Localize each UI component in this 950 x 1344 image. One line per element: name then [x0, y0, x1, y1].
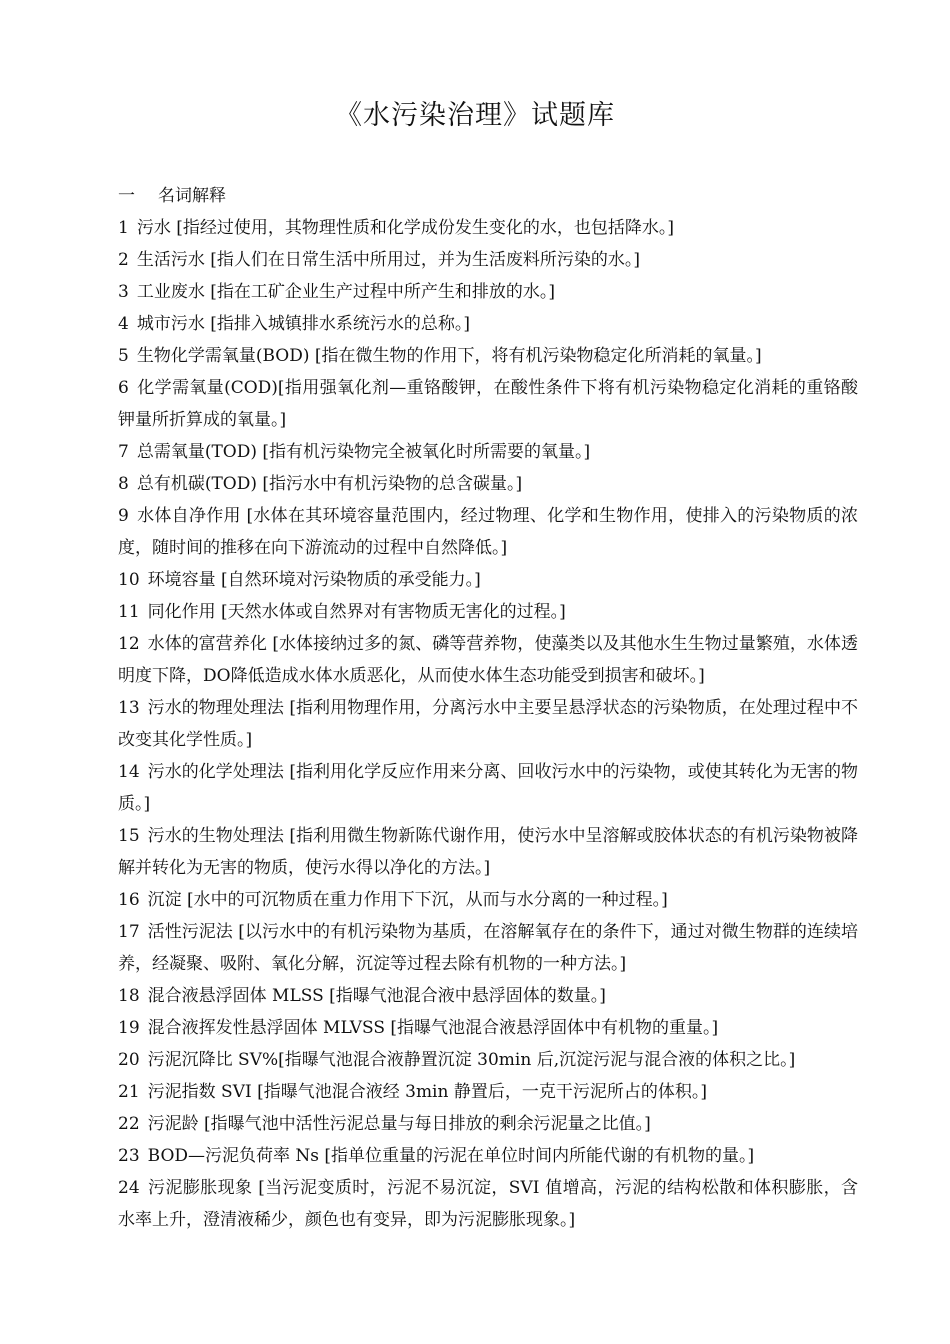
definition-entry: [118, 500, 858, 564]
definition-entry: [118, 628, 858, 692]
entry-number: 24: [118, 1178, 140, 1198]
entry-text: 混合液挥发性悬浮固体 MLVSS [指曝气池混合液悬浮固体中有机物的重量。]: [147, 1018, 719, 1038]
entry-number: 2: [118, 250, 129, 270]
definition-entry: [118, 884, 858, 916]
entry-text: 化学需氧量(COD)[指用强氧化剂—重铬酸钾，在酸性条件下将有机污染物稳定化消耗的重铬酸钾量所折算成的氧量。]: [118, 378, 858, 430]
entry-text: 污泥指数 SVI [指曝气池混合液经 3min 静置后，一克干污泥所占的体积。]: [147, 1082, 707, 1102]
entry-number: 17: [118, 922, 140, 942]
definition-entry: [118, 308, 858, 340]
definition-entry: [118, 276, 858, 308]
definition-entry: [118, 820, 858, 884]
definition-entry: [118, 436, 858, 468]
entry-number: 16: [118, 890, 140, 910]
definition-entry: [118, 372, 858, 436]
entry-number: 23: [118, 1146, 140, 1166]
entry-text: 环境容量 [自然环境对污染物质的承受能力。]: [147, 570, 481, 590]
section-heading: [118, 180, 858, 212]
entry-text: 污泥龄 [指曝气池中活性污泥总量与每日排放的剩余污泥量之比值。]: [147, 1114, 651, 1134]
entry-number: 10: [118, 570, 140, 590]
entry-text: 沉淀 [水中的可沉物质在重力作用下下沉，从而与水分离的一种过程。]: [147, 890, 668, 910]
entry-number: 13: [118, 698, 140, 718]
definition-entry: [118, 340, 858, 372]
definition-entry: [118, 1140, 858, 1172]
definition-entry: [118, 564, 858, 596]
document-title: 《水污染治理》试题库: [335, 100, 615, 131]
entry-text: 污泥膨胀现象 [当污泥变质时，污泥不易沉淀，SVI 值增高，污泥的结构松散和体积膨胀，含水率上升，澄清液稀少，颜色也有变异，即为污泥膨胀现象。]: [118, 1178, 858, 1230]
entry-text: BOD—污泥负荷率 Ns [指单位重量的污泥在单位时间内所能代谢的有机物的量。]: [147, 1146, 755, 1166]
entry-number: 5: [118, 346, 129, 366]
entry-text: 总有机碳(TOD) [指污水中有机污染物的总含碳量。]: [136, 474, 523, 494]
entry-text: 活性污泥法 [以污水中的有机污染物为基质，在溶解氧存在的条件下，通过对微生物群的连续培养，经凝聚、吸附、氧化分解，沉淀等过程去除有机物的一种方法。]: [118, 922, 858, 974]
entry-text: 生活污水 [指人们在日常生活中所用过，并为生活废料所污染的水。]: [136, 250, 640, 270]
entry-text: 污泥沉降比 SV%[指曝气池混合液静置沉淀 30min 后,沉淀污泥与混合液的体积之比。]: [147, 1050, 796, 1070]
entry-text: 城市污水 [指排入城镇排水系统污水的总称。]: [136, 314, 470, 334]
entry-number: 6: [118, 378, 129, 398]
definition-entry: [118, 1012, 858, 1044]
entry-text: 污水 [指经过使用，其物理性质和化学成份发生变化的水，也包括降水。]: [136, 218, 674, 238]
entry-text: 污水的化学处理法 [指利用化学反应作用来分离、回收污水中的污染物，或使其转化为无害的物质。]: [118, 762, 858, 814]
definition-list: [118, 212, 858, 1236]
entry-number: 9: [118, 506, 129, 526]
entry-number: 3: [118, 282, 129, 302]
entry-text: 工业废水 [指在工矿企业生产过程中所产生和排放的水。]: [136, 282, 555, 302]
entry-number: 1: [118, 218, 129, 238]
definition-entry: [118, 212, 858, 244]
entry-text: 生物化学需氧量(BOD) [指在微生物的作用下，将有机污染物稳定化所消耗的氧量。]: [136, 346, 762, 366]
document-body: [118, 180, 858, 1236]
entry-number: 8: [118, 474, 129, 494]
entry-text: 混合液悬浮固体 MLSS [指曝气池混合液中悬浮固体的数量。]: [147, 986, 606, 1006]
definition-entry: [118, 756, 858, 820]
definition-entry: [118, 1044, 858, 1076]
entry-number: 4: [118, 314, 129, 334]
entry-number: 12: [118, 634, 140, 654]
entry-number: 15: [118, 826, 140, 846]
section-title: 名词解释: [158, 186, 226, 206]
definition-entry: [118, 468, 858, 500]
entry-text: 水体的富营养化 [水体接纳过多的氮、磷等营养物，使藻类以及其他水生生物过量繁殖，水体透明度下降，DO降低造成水体水质恶化，从而使水体生态功能受到损害和破坏。]: [118, 634, 858, 686]
entry-text: 水体自净作用 [水体在其环境容量范围内，经过物理、化学和生物作用，使排入的污染物质的浓度，随时间的推移在向下游流动的过程中自然降低。]: [118, 506, 858, 558]
definition-entry: [118, 1172, 858, 1236]
entry-number: 18: [118, 986, 140, 1006]
definition-entry: [118, 244, 858, 276]
entry-number: 20: [118, 1050, 140, 1070]
entry-text: 总需氧量(TOD) [指有机污染物完全被氧化时所需要的氧量。]: [136, 442, 591, 462]
entry-text: 污水的物理处理法 [指利用物理作用，分离污水中主要呈悬浮状态的污染物质，在处理过程中不改变其化学性质。]: [118, 698, 858, 750]
entry-text: 污水的生物处理法 [指利用微生物新陈代谢作用，使污水中呈溶解或胶体状态的有机污染物被降解并转化为无害的物质，使污水得以净化的方法。]: [118, 826, 858, 878]
entry-number: 22: [118, 1114, 140, 1134]
definition-entry: [118, 596, 858, 628]
entry-number: 7: [118, 442, 129, 462]
entry-text: 同化作用 [天然水体或自然界对有害物质无害化的过程。]: [147, 602, 566, 622]
definition-entry: [118, 1076, 858, 1108]
entry-number: 21: [118, 1082, 140, 1102]
entry-number: 14: [118, 762, 140, 782]
section-number: 一: [118, 186, 135, 206]
entry-number: 11: [118, 602, 140, 622]
definition-entry: [118, 916, 858, 980]
entry-number: 19: [118, 1018, 140, 1038]
definition-entry: [118, 980, 858, 1012]
definition-entry: [118, 692, 858, 756]
definition-entry: [118, 1108, 858, 1140]
